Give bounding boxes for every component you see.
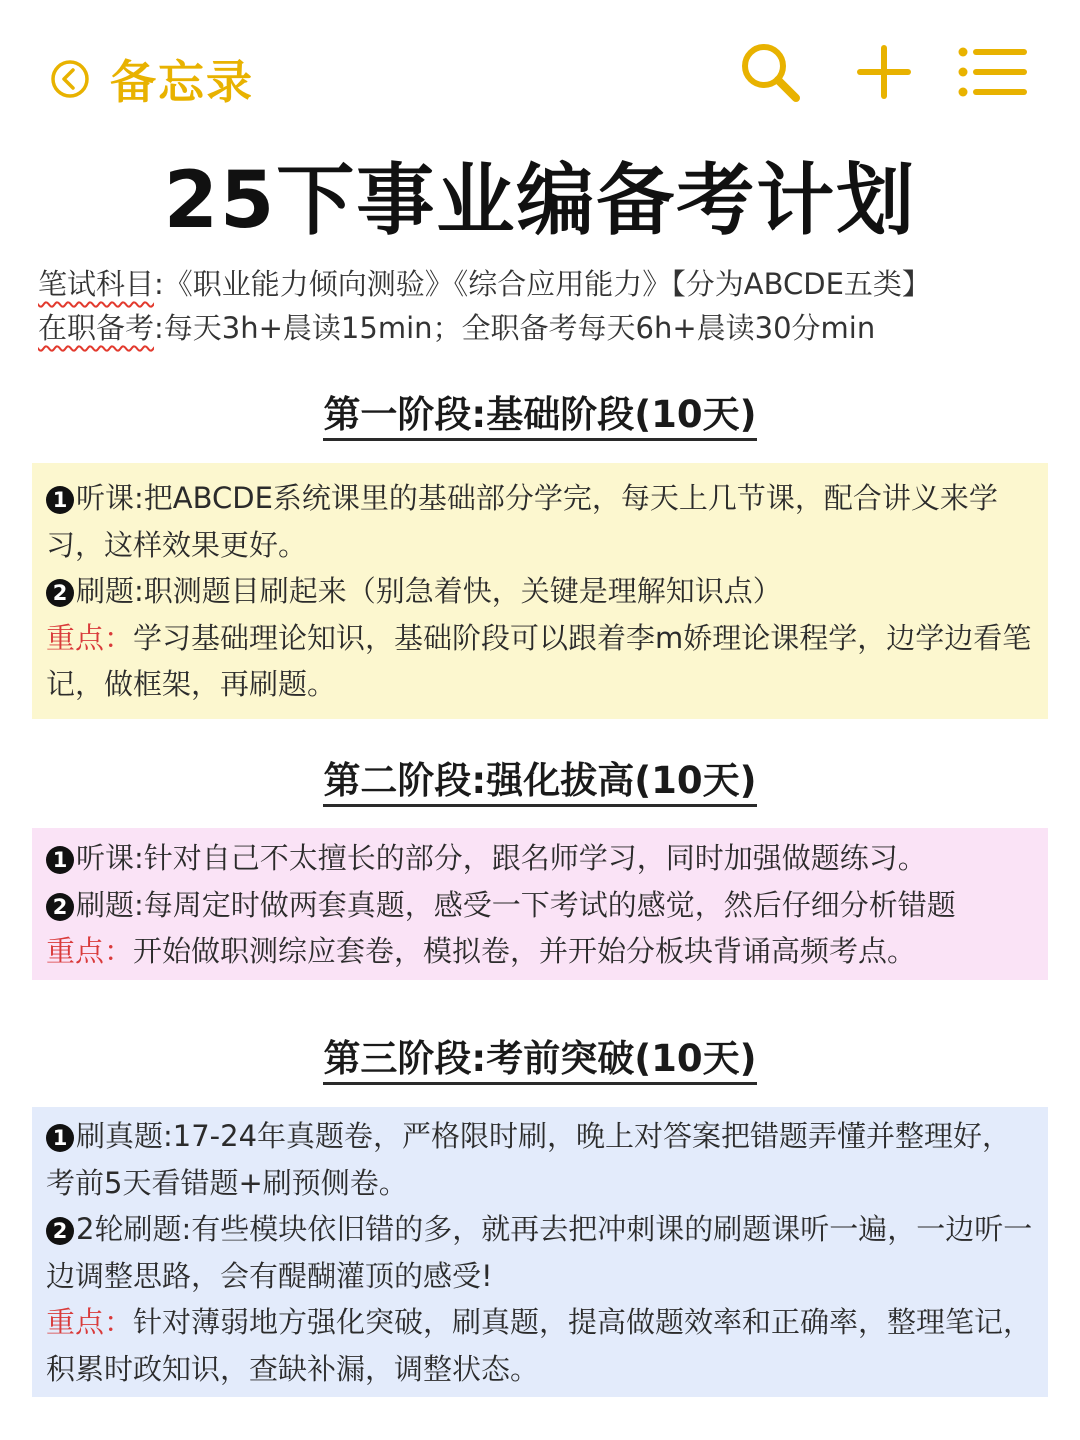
back-chevron-icon xyxy=(50,59,90,99)
add-note-button[interactable] xyxy=(848,36,920,108)
note-title: 25下事业编备考计划 xyxy=(163,156,917,246)
key-label: 重点： xyxy=(46,934,134,968)
info-label-schedule: 在职备考 xyxy=(38,311,155,345)
stage-1-item-1 xyxy=(46,475,1034,568)
stage-1-item-1-text: 听课:把ABCDE系统课里的基础部分学完，每天上几节课，配合讲义来学习，这样效果更好。 xyxy=(46,481,998,562)
info-line-schedule xyxy=(38,306,1048,350)
number-badge-1-icon: 1 xyxy=(46,486,74,514)
stage-2-key-point xyxy=(46,928,1034,975)
stage-1-title-text: 第一阶段:基础阶段(10天) xyxy=(323,393,756,441)
stage-2-item-2-text: 刷题:每周定时做两套真题，感受一下考试的感觉，然后仔细分析错题 xyxy=(76,887,956,922)
number-badge-2-icon: 2 xyxy=(46,579,74,607)
stage-3-item-1-text: 刷真题:17-24年真题卷，严格限时刷，晚上对答案把错题弄懂并整理好，考前5天看错题+刷预侧卷。 xyxy=(46,1119,1012,1200)
key-label: 重点： xyxy=(46,1305,134,1339)
key-label: 重点： xyxy=(46,620,134,655)
list-menu-button[interactable] xyxy=(952,36,1024,108)
search-button[interactable] xyxy=(734,36,806,108)
stage-1-item-2-text: 刷题:职测题目刷起来（别急着快，关键是理解知识点） xyxy=(76,574,782,608)
plus-icon xyxy=(848,36,920,108)
stage-3-title-text: 第三阶段:考前突破(10天) xyxy=(323,1037,756,1085)
stage-1-key-text: 学习基础理论知识，基础阶段可以跟着李m娇理论课程学，边学边看笔记，做框架，再刷题。 xyxy=(46,620,1032,701)
list-menu-icon xyxy=(952,36,1032,108)
back-label: 备忘录 xyxy=(110,55,254,109)
stage-3-item-2-text: 2轮刷题:有些模块依旧错的多，就再去把冲刺课的刷题课听一遍，一边听一边调整思路，会有醍醐灌顶的感受! xyxy=(46,1212,1033,1293)
top-nav-bar xyxy=(0,0,1080,140)
back-button[interactable] xyxy=(50,46,254,112)
stage-2-key-text: 开始做职测综应套卷，模拟卷，并开始分板块背诵高频考点。 xyxy=(133,934,917,968)
stage-1-item-2 xyxy=(46,568,1034,615)
number-badge-2-icon: 2 xyxy=(46,893,74,921)
stage-1-box xyxy=(32,463,1048,719)
stage-2-box xyxy=(32,828,1048,980)
stage-2-title-text: 第二阶段:强化拔高(10天) xyxy=(323,759,756,807)
info-text-schedule: :每天3h+晨读15min；全职备考每天6h+晨读30分min xyxy=(154,311,876,345)
stage-2-title xyxy=(0,750,1080,804)
exam-info xyxy=(38,262,1048,350)
info-label-subjects: 笔试科目 xyxy=(38,267,155,301)
search-icon xyxy=(734,36,806,108)
number-badge-1-icon: 1 xyxy=(46,1124,74,1152)
stage-3-key-point xyxy=(46,1299,1034,1392)
stage-2-item-2 xyxy=(46,882,1034,929)
stage-2-item-1-text: 听课:针对自己不太擅长的部分，跟名师学习，同时加强做题练习。 xyxy=(76,841,927,875)
stage-1-title xyxy=(0,384,1080,438)
stage-3-item-2 xyxy=(46,1206,1034,1299)
number-badge-2-icon: 2 xyxy=(46,1217,74,1245)
stage-3-box xyxy=(32,1107,1048,1397)
stage-3-title xyxy=(0,1028,1080,1082)
stage-3-key-text: 针对薄弱地方强化突破，刷真题，提高做题效率和正确率，整理笔记，积累时政知识，查缺补漏，调整状态。 xyxy=(46,1305,1033,1386)
info-text-subjects: :《职业能力倾向测验》《综合应用能力》【分为ABCDE五类】 xyxy=(154,267,931,301)
stage-1-key-point xyxy=(46,615,1034,708)
info-line-subjects xyxy=(38,262,1048,306)
stage-2-item-1 xyxy=(46,835,1034,882)
number-badge-1-icon: 1 xyxy=(46,846,74,874)
stage-3-item-1 xyxy=(46,1113,1034,1206)
